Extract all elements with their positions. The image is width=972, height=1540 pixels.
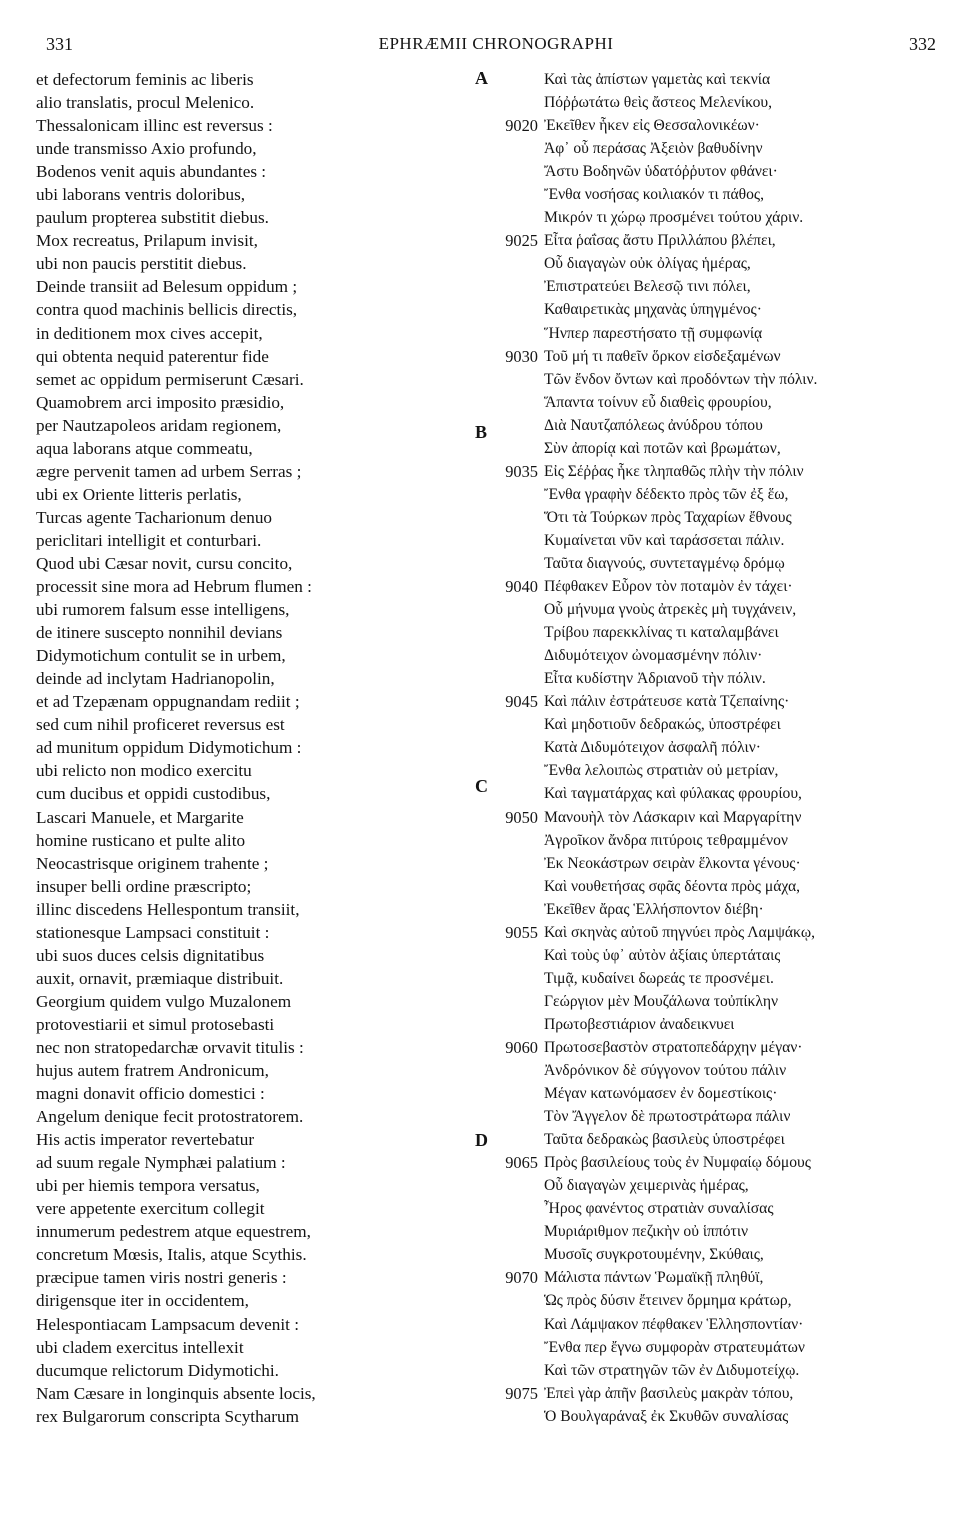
greek-verse-line xyxy=(470,875,950,898)
latin-line: ubi rumorem falsum esse intelligens, xyxy=(36,600,290,620)
greek-verse-line xyxy=(470,1382,950,1405)
latin-line: protovestiarii et simul protosebasti xyxy=(36,1014,275,1034)
latin-line: His actis imperator revertebatur xyxy=(36,1130,255,1150)
latin-line: sed cum nihil proficeret reversus est xyxy=(36,715,285,735)
latin-line: aqua laborans atque commeatu, xyxy=(36,438,253,458)
greek-verse-line xyxy=(470,1313,950,1336)
greek-verse-text: Πρὸς βασιλείους τοὺς ἐν Νυμφαίῳ δόμους xyxy=(544,1154,811,1172)
greek-verse-text: Ἀνδρόνικον δὲ σύγγονον τούτου πάλιν xyxy=(544,1062,787,1080)
greek-verse-line xyxy=(470,483,950,506)
greek-verse-line xyxy=(470,944,950,967)
greek-verse-text: Ἐκ Νεοκάστρων σειρὰν ἕλκοντα γένους· xyxy=(544,854,801,872)
latin-column xyxy=(36,68,436,1428)
greek-verse-text: Μέγαν κατωνόμασεν ἐν δομεστίκοις· xyxy=(544,1085,778,1103)
latin-line: stationesque Lampsaci constituit : xyxy=(36,922,270,942)
greek-verse-text: Ταῦτα διαγνούς, συντεταγμένῳ δρόμῳ xyxy=(544,554,785,572)
greek-verse-text: Ἄστυ Βοδηνῶν ὑδατόῤῥυτον φθάνει· xyxy=(544,163,778,181)
latin-line: innumerum pedestrem atque equestrem, xyxy=(36,1222,311,1242)
greek-verse-text: Καὶ ταγματάρχας καὶ φύλακας φρουρίου, xyxy=(544,785,802,803)
latin-line: ubi relicto non modico exercitu xyxy=(36,761,252,781)
latin-line: ubi non paucis perstitit diebus. xyxy=(36,254,247,274)
verse-number: 9030 xyxy=(505,346,538,366)
latin-line: Lascari Manuele, et Margarite xyxy=(36,807,244,827)
greek-verse-line xyxy=(470,1036,950,1059)
greek-verse-line xyxy=(470,1105,950,1128)
greek-verse-line xyxy=(470,713,950,736)
greek-verse-line xyxy=(470,137,950,160)
greek-verse-text: Ἅπαντα τοίνυν εὖ διαθεὶς φρουρίου, xyxy=(544,393,772,411)
greek-verse-line xyxy=(470,1151,950,1174)
latin-line: præcipue tamen viris nostri generis : xyxy=(36,1268,287,1288)
latin-line: contra quod machinis bellicis directis, xyxy=(36,300,298,320)
latin-line: processit sine mora ad Hebrum flumen : xyxy=(36,577,312,597)
greek-verse-text: Οὗ διαγαγὼν χειμερινὰς ἡμέρας, xyxy=(544,1177,749,1195)
greek-verse-text: Τοῦ μή τι παθεῖν ὅρκον εἰσδεξαμένων xyxy=(544,347,781,365)
greek-verse-line xyxy=(470,1243,950,1266)
latin-line: Thessalonicam illinc est reversus : xyxy=(36,116,273,136)
verse-number: 9065 xyxy=(505,1153,538,1173)
greek-verse-text: Ἐπιστρατεύει Βελεσῷ τινι πόλει, xyxy=(544,278,751,296)
latin-line: ubi per hiemis tempora versatus, xyxy=(36,1176,260,1196)
latin-line: rex Bulgarorum conscripta Scytharum xyxy=(36,1406,299,1426)
verse-number: 9045 xyxy=(505,692,538,712)
greek-verse-line xyxy=(470,114,950,137)
greek-verse-line xyxy=(470,852,950,875)
greek-verse-text: Οὗ μήνυμα γνοὺς ἀτρεκὲς μὴ τυγχάνειν, xyxy=(544,601,797,619)
greek-verse-text: Καὶ τοὺς ὑφ᾽ αὐτὸν ἀξίαις ὑπερτάταις xyxy=(544,946,781,964)
section-marker-d: D xyxy=(475,1130,488,1150)
verse-number: 9060 xyxy=(505,1037,538,1057)
latin-line: ubi suos duces celsis dignitatibus xyxy=(36,945,265,965)
greek-verse-line xyxy=(470,368,950,391)
greek-verse-line xyxy=(470,1289,950,1312)
greek-verse-line xyxy=(470,206,950,229)
greek-verse-line xyxy=(470,736,950,759)
page-number-right: 332 xyxy=(909,34,936,54)
greek-verse-line xyxy=(470,160,950,183)
greek-verse-text: Ὅτι τὰ Τούρκων πρὸς Ταχαρίων ἔθνους xyxy=(544,508,792,526)
latin-line: homine rusticano et pulte alito xyxy=(36,830,246,850)
greek-verse-text: Εἶτα κυδίστην Ἀδριανοῦ τὴν πόλιν. xyxy=(544,670,766,688)
latin-line: dirigensque iter in occidentem, xyxy=(36,1291,249,1311)
greek-verse-text: Ὁ Βουλγαράναξ ἐκ Σκυθῶν συναλίσας xyxy=(544,1407,789,1425)
greek-verse-text: Ἔνθα λελοιπὼς στρατιὰν οὐ μετρίαν, xyxy=(544,762,779,780)
latin-line: et defectorum feminis ac liberis xyxy=(36,70,254,89)
section-marker-a: A xyxy=(475,68,488,88)
latin-line: Turcas agente Tacharionum denuo xyxy=(36,507,273,527)
greek-verse-text: Ἐπεὶ γὰρ ἀπῆν βασιλεὺς μακρὰν τόπου, xyxy=(544,1384,794,1402)
greek-verse-text: Τῶν ἔνδον ὄντων καὶ προδόντων τὴν πόλιν. xyxy=(544,370,818,388)
greek-verse-line xyxy=(470,1197,950,1220)
running-title: EPHRÆMII CHRONOGRAPHI xyxy=(378,34,614,53)
greek-verse-text: Μυσοῖς συγκροτουμένην, Σκύθαις, xyxy=(544,1246,764,1264)
greek-verse-line xyxy=(470,621,950,644)
latin-line: hujus autem fratrem Andronicum, xyxy=(36,1061,269,1081)
greek-verse-line xyxy=(470,252,950,275)
verse-number: 9040 xyxy=(505,577,538,597)
latin-line: periclitari intelligit et conturbari. xyxy=(36,530,262,550)
latin-line: Quamobrem arci imposito præsidio, xyxy=(36,392,285,412)
greek-verse-text: Σὺν ἀπορίᾳ καὶ ποτῶν καὶ βρωμάτων, xyxy=(544,439,781,457)
latin-line: ubi ex Oriente litteris perlatis, xyxy=(36,484,242,504)
greek-verse-line xyxy=(470,990,950,1013)
greek-verse-text: Οὗ διαγαγὼν οὐκ ὀλίγας ἡμέρας, xyxy=(544,255,751,273)
latin-line: ubi laborans ventris doloribus, xyxy=(36,185,246,205)
latin-line: insuper belli ordine præscripto; xyxy=(36,876,252,896)
latin-line: auxit, ornavit, præmiaque distribuit. xyxy=(36,968,284,988)
greek-verse-line xyxy=(470,1405,950,1428)
greek-verse-line xyxy=(470,91,950,114)
greek-verse-line xyxy=(470,759,950,782)
greek-verse-line xyxy=(470,598,950,621)
greek-verse-line xyxy=(470,298,950,321)
greek-verse-text: Πόῤῥωτάτω θεὶς ἄστεος Μελενίκου, xyxy=(544,94,772,112)
greek-verse-line xyxy=(470,1128,950,1151)
greek-verse-text: Καὶ μηδοτιοῦν δεδρακώς, ὑποστρέφει xyxy=(544,716,781,734)
latin-line: semet ac oppidum permiserunt Cæsari. xyxy=(36,369,304,389)
latin-line: de itinere suscepto nonnihil devians xyxy=(36,623,283,643)
latin-line: ad munitum oppidum Didymotichum : xyxy=(36,738,302,758)
greek-verse-text: Μάλιστα πάντων Ῥωμαϊκῇ πληθύϊ, xyxy=(544,1269,764,1287)
latin-line: Nam Cæsare in longinquis absente locis, xyxy=(36,1383,316,1403)
greek-verse-text: Τὸν Ἄγγελον δὲ πρωτοστράτωρα πάλιν xyxy=(544,1108,791,1126)
latin-line: alio translatis, procul Melenico. xyxy=(36,93,255,113)
latin-line: cum ducibus et oppidi custodibus, xyxy=(36,784,271,804)
greek-verse-text: Καὶ τὰς ἀπίστων γαμετὰς καὶ τεκνία xyxy=(544,71,771,88)
greek-verse-line xyxy=(470,345,950,368)
verse-number: 9050 xyxy=(505,807,538,827)
latin-line: ubi cladem exercitus intellexit xyxy=(36,1337,244,1357)
page-number-left: 331 xyxy=(46,34,73,54)
greek-verse-line xyxy=(470,275,950,298)
latin-line: Bodenos venit aquis abundantes : xyxy=(36,162,267,182)
latin-line: et ad Tzepænam oppugnandam rediit ; xyxy=(36,692,300,712)
verse-number: 9075 xyxy=(505,1383,538,1403)
greek-verse-text: Ἔνθα περ ἔγνω συμφορὰν στρατευμάτων xyxy=(544,1338,805,1356)
verse-number: 9035 xyxy=(505,461,538,481)
greek-verse-line xyxy=(470,967,950,990)
greek-verse-line xyxy=(470,1336,950,1359)
greek-verse-line xyxy=(470,183,950,206)
greek-verse-line xyxy=(470,229,950,252)
greek-verse-text: Τρίβου παρεκκλίνας τι καταλαμβάνει xyxy=(544,624,779,642)
greek-verse-text: Κατὰ Διδυμότειχον ἀσφαλῆ πόλιν· xyxy=(544,739,761,757)
verse-number: 9020 xyxy=(505,116,538,136)
latin-line: qui obtenta nequid paterentur fide xyxy=(36,346,269,366)
greek-verse-line xyxy=(470,391,950,414)
greek-verse-line xyxy=(470,1013,950,1036)
greek-column xyxy=(470,68,950,1428)
latin-line: Deinde transiit ad Belesum oppidum ; xyxy=(36,277,298,297)
greek-verse-text: Ὡς πρὸς δύσιν ἔτεινεν ὅρμημα κράτωρ, xyxy=(544,1292,792,1310)
greek-verse-line xyxy=(470,1174,950,1197)
greek-verse-text: Πρωτοσεβαστὸν στρατοπεδάρχην μέγαν· xyxy=(544,1038,803,1056)
greek-verse-text: Τιμᾷ, κυδαίνει δωρεάς τε προσνέμει. xyxy=(544,969,774,987)
latin-line: magni donavit officio domestici : xyxy=(36,1084,265,1104)
greek-verse-line xyxy=(470,898,950,921)
latin-line: nec non stratopedarchæ orvavit titulis : xyxy=(36,1037,304,1057)
greek-verse-text: Καθαιρετικὰς μηχανὰς ὑπηγμένος· xyxy=(544,301,762,319)
greek-verse-text: Διὰ Ναυτζαπόλεως ἀνύδρου τόπου xyxy=(544,416,763,434)
latin-line: Georgium quidem vulgo Muzalonem xyxy=(36,991,292,1011)
latin-line: ducumque relictorum Didymotichi. xyxy=(36,1360,279,1380)
greek-verse-line xyxy=(470,829,950,852)
greek-verse-line xyxy=(470,806,950,829)
greek-verse-text: Ἐκεῖθεν ἄρας Ἑλλήσποντον διέβη· xyxy=(544,900,764,918)
greek-verse-line xyxy=(470,437,950,460)
verse-number: 9055 xyxy=(505,922,538,942)
greek-verse-line xyxy=(470,552,950,575)
greek-verse-text: Καὶ σκηνὰς αὐτοῦ πηγνύει πρὸς Λαμψάκῳ, xyxy=(544,923,816,941)
verse-number: 9025 xyxy=(505,231,538,251)
latin-line: illinc discedens Hellespontum transiit, xyxy=(36,899,300,919)
greek-verse-text: Καὶ πάλιν ἐστράτευσε κατὰ Τζεπαίνης· xyxy=(544,693,790,711)
latin-line: ad suum regale Nymphæi palatium : xyxy=(36,1153,286,1173)
latin-line: vere appetente exercitum collegit xyxy=(36,1199,265,1219)
greek-verse-line xyxy=(470,1359,950,1382)
greek-verse-line xyxy=(470,1266,950,1289)
latin-line: Angelum denique fecit protostratorem. xyxy=(36,1107,304,1127)
greek-verse-text: Ἥνπερ παρεστήσατο τῇ συμφωνίᾳ xyxy=(544,324,763,342)
greek-verse-line xyxy=(470,460,950,483)
latin-line: in deditionem mox cives accepit, xyxy=(36,323,263,343)
greek-verse-text: Ἀγροῖκον ἄνδρα πιτύροις τεθραμμένον xyxy=(544,831,788,849)
greek-verse-line xyxy=(470,667,950,690)
latin-line: paulum propterea substitit diebus. xyxy=(36,208,269,228)
latin-line: deinde ad inclytam Hadrianopolin, xyxy=(36,669,275,689)
latin-line: unde transmisso Axio profundo, xyxy=(36,139,257,159)
greek-verse-text: Ἀφ᾽ οὗ περάσας Ἀξειὸν βαθυδίνην xyxy=(544,140,763,158)
latin-line: per Nautzapoleos aridam regionem, xyxy=(36,415,282,435)
greek-verse-text: Εἰς Σέῤῥας ἧκε τληπαθῶς πλὴν τὴν πόλιν xyxy=(544,462,804,480)
greek-verse-text: Καὶ νουθετήσας σφᾶς δέοντα πρὸς μάχα, xyxy=(544,877,801,895)
latin-line: Quod ubi Cæsar novit, cursu concito, xyxy=(36,553,293,573)
greek-verse-line xyxy=(470,414,950,437)
greek-verse-line xyxy=(470,690,950,713)
greek-verse-text: Μανουὴλ τὸν Λάσκαριν καὶ Μαργαρίτην xyxy=(544,808,802,826)
greek-verse-text: Ἦρος φανέντος στρατιὰν συναλίσας xyxy=(544,1200,774,1218)
greek-verse-line xyxy=(470,68,950,91)
greek-verse-text: Εἶτα ῥαΐσας ἄστυ Πριλλάπου βλέπει, xyxy=(544,232,776,250)
latin-line: Mox recreatus, Prilapum invisit, xyxy=(36,231,258,251)
latin-line: Neocastrisque originem trahente ; xyxy=(36,853,269,873)
verse-number: 9070 xyxy=(505,1268,538,1288)
greek-verse-line xyxy=(470,529,950,552)
greek-verse-text: Μικρόν τι χώρῳ προσμένει τούτου χάριν. xyxy=(544,209,804,227)
greek-verse-line xyxy=(470,644,950,667)
latin-line: Helespontiacam Lampsacum devenit : xyxy=(36,1314,299,1334)
latin-line: Didymotichum contulit se in urbem, xyxy=(36,646,286,666)
greek-verse-line xyxy=(470,506,950,529)
greek-verse-text: Ἔνθα νοσήσας κοιλιακόν τι πάθος, xyxy=(544,186,764,204)
greek-verse-line xyxy=(470,1220,950,1243)
greek-verse-text: Πέφθακεν Εὗρον τὸν ποταμὸν ἐν τάχει· xyxy=(544,578,793,596)
greek-verse-text: Γεώργιον μὲν Μουζάλωνα τοὐπίκλην xyxy=(544,992,779,1010)
greek-verse-line xyxy=(470,575,950,598)
greek-verse-text: Ταῦτα δεδρακὼς βασιλεὺς ὑποστρέφει xyxy=(544,1131,785,1149)
latin-line: concretum Mœsis, Italis, atque Scythis. xyxy=(36,1245,307,1265)
greek-verse-line xyxy=(470,782,950,805)
greek-verse-line xyxy=(470,1059,950,1082)
greek-verse-line xyxy=(470,921,950,944)
greek-verse-line xyxy=(470,1082,950,1105)
page-header xyxy=(0,34,972,60)
latin-line: ægre pervenit tamen ad urbem Serras ; xyxy=(36,461,302,481)
greek-verse-text: Κυμαίνεται νῦν καὶ ταράσσεται πάλιν. xyxy=(544,531,785,549)
greek-verse-text: Ἔνθα γραφὴν δέδεκτο πρὸς τῶν ἐξ ἕω, xyxy=(544,485,789,503)
section-marker-c: C xyxy=(475,776,488,796)
greek-verse-text: Καὶ Λάμψακον πέφθακεν Ἑλλησποντίαν· xyxy=(544,1315,804,1333)
greek-verse-text: Καὶ τῶν στρατηγῶν τῶν ἐν Διδυμοτείχῳ. xyxy=(544,1361,800,1379)
greek-verse-text: Πρωτοβεστιάριον ἀναδεικνυει xyxy=(544,1015,735,1033)
section-marker-b: B xyxy=(475,422,488,442)
greek-verse-text: Διδυμότειχον ὠνομασμένην πόλιν· xyxy=(544,647,763,665)
greek-verse-text: Μυριάριθμον πεζικὴν οὐ ἱππότιν xyxy=(544,1223,749,1241)
greek-verse-text: Ἐκεῖθεν ἧκεν εἰς Θεσσαλονικέων· xyxy=(544,117,760,135)
greek-verse-line xyxy=(470,322,950,345)
